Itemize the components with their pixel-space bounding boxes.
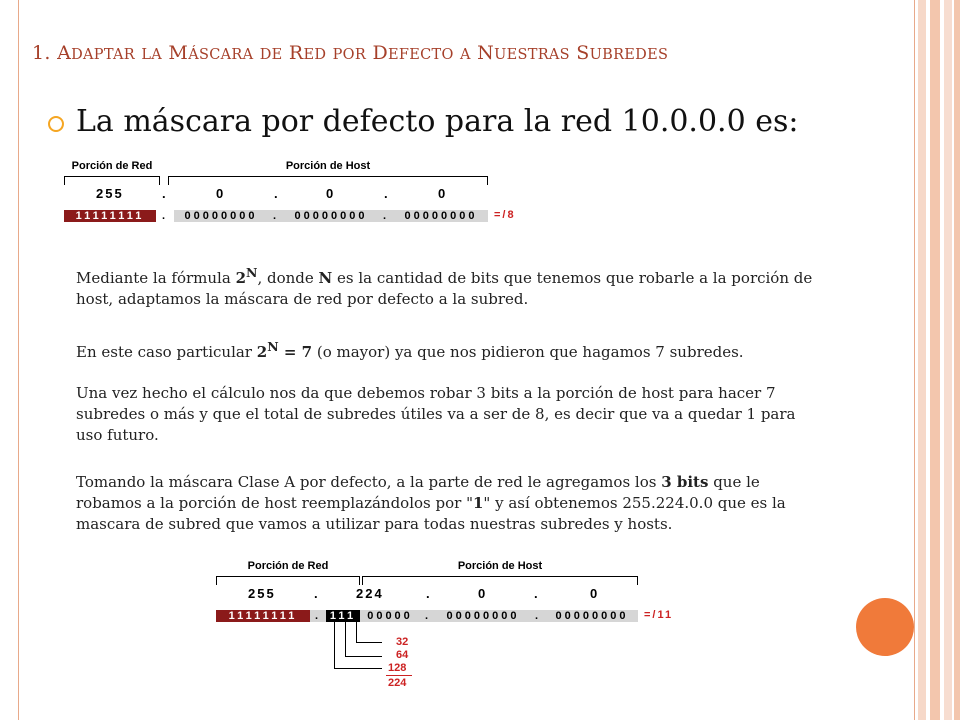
text-bold: N — [318, 269, 333, 287]
title-word-rest: ED — [303, 47, 327, 63]
title-word — [289, 42, 326, 64]
title-word-rest: A — [460, 47, 471, 63]
title-word-rest: ÁSCARA — [188, 47, 254, 63]
decorative-circle — [856, 598, 914, 656]
side-stripe — [930, 0, 940, 720]
side-stripe — [954, 0, 960, 720]
connector-line — [356, 622, 357, 642]
title-word-rest: UBREDES — [589, 47, 669, 63]
octet-dot: . — [534, 586, 540, 601]
text: En este caso particular — [76, 343, 257, 361]
header-red: Porción de Red — [71, 160, 153, 172]
octet-4: 0 — [438, 186, 448, 201]
connector-line — [334, 668, 382, 669]
binary-dot: . — [161, 210, 169, 222]
binary-host-3: 00000000 — [546, 610, 638, 622]
text: Tomando la máscara Clase A por defecto, a la parte de red le agregamos los — [76, 473, 662, 491]
octet-dot: . — [274, 186, 280, 201]
octet-2: 0 — [216, 186, 226, 201]
title-word-rest: DAPTAR — [71, 47, 136, 63]
text-sup: N — [246, 265, 258, 280]
binary-host-2: 00000000 — [284, 210, 378, 222]
bracket-host — [168, 176, 488, 177]
connector-line — [345, 656, 382, 657]
connector-line — [356, 642, 382, 643]
octet-4: 0 — [590, 586, 600, 601]
octet-dot: . — [314, 586, 320, 601]
text: (o mayor) ya que nos pidieron que hagamos 7 subredes. — [312, 343, 744, 361]
title-word-initial: N — [477, 42, 495, 64]
bracket-host — [362, 576, 638, 577]
title-word — [260, 42, 283, 64]
binary-borrowed-bits: 111 — [326, 610, 360, 622]
text-bold: 2 — [256, 343, 268, 361]
side-stripe — [944, 0, 952, 720]
bit-value-32: 32 — [396, 636, 409, 648]
title-word-rest: POR — [332, 47, 367, 63]
binary-dot: . — [420, 610, 436, 622]
title-word-rest: EFECTO — [387, 47, 454, 63]
binary-remaining-bits: 00000 — [360, 610, 420, 622]
paragraph-case — [76, 336, 816, 363]
title-word-initial: M — [168, 42, 189, 64]
text-bold: = 7 — [278, 343, 313, 361]
octet-dot: . — [384, 186, 390, 201]
title-word — [57, 42, 135, 64]
paragraph-formula — [76, 262, 816, 310]
side-stripe — [918, 0, 926, 720]
octet-1: 255 — [96, 186, 124, 201]
binary-host-2: 00000000 — [436, 610, 530, 622]
bit-value-64: 64 — [396, 649, 409, 661]
text: " y así obtenemos 255.224.0.0 que es la mascara de subred que vamos a utilizar para todas nuestras subredes y hosts. — [76, 494, 786, 533]
paragraph-calculation: Una vez hecho el cálculo nos da que debemos robar 3 bits a la porción de host para hacer 7 subredes o más y que el total de subredes útiles va a ser de 8, es decir que va a quedar 1 para uso futuro. — [76, 384, 796, 444]
bracket-red — [64, 176, 160, 177]
binary-host-3: 00000000 — [394, 210, 488, 222]
title-word — [168, 42, 253, 64]
title-word-initial: D — [372, 42, 388, 64]
title-word — [460, 42, 471, 64]
octet-2: 224 — [356, 586, 384, 601]
text: , donde — [257, 269, 319, 287]
octet-3: 0 — [326, 186, 336, 201]
frame-line — [18, 0, 19, 720]
header-red: Porción de Red — [247, 560, 329, 572]
text-bold: 2 — [235, 269, 247, 287]
bracket-red — [216, 576, 360, 577]
header-host: Porción de Host — [457, 560, 543, 572]
bullet-circle-icon — [48, 116, 64, 132]
connector-line — [345, 622, 346, 656]
text-sup: N — [267, 339, 279, 354]
binary-net-1: 11111111 — [216, 610, 310, 622]
title-word — [576, 42, 668, 64]
paragraph-subnet-mask — [76, 472, 816, 535]
frame-line — [914, 0, 915, 720]
binary-dot: . — [268, 210, 284, 222]
bit-value-128: 128 — [388, 662, 407, 674]
binary-dot: . — [310, 610, 326, 622]
title-word — [477, 42, 570, 64]
title-word — [333, 42, 366, 64]
title-word-initial: R — [288, 42, 304, 64]
bullet-text: La máscara por defecto para la red 10.0.0.0 es: — [76, 104, 799, 139]
cidr-label: =/8 — [494, 209, 516, 221]
header-host: Porción de Host — [285, 160, 371, 172]
text: que le robamos a la porción de host reemplazándolos por " — [76, 473, 760, 512]
text-bold: 1 — [472, 494, 484, 512]
binary-dot: . — [530, 610, 546, 622]
cidr-label: =/11 — [644, 609, 674, 621]
bit-value-sum-224: 224 — [388, 677, 407, 689]
text-bold: 3 bits — [661, 473, 709, 491]
binary-net-1: 11111111 — [64, 210, 156, 222]
octet-dot: . — [162, 186, 168, 201]
sum-line — [386, 675, 412, 676]
title-word-rest: UESTRAS — [494, 47, 570, 63]
text: Mediante la fórmula — [76, 269, 236, 287]
title-word — [141, 42, 162, 64]
octet-3: 0 — [478, 586, 488, 601]
binary-host-1: 00000000 — [174, 210, 268, 222]
binary-dot: . — [378, 210, 394, 222]
title-word-initial: S — [576, 42, 590, 64]
text: es la cantidad de bits que tenemos que robarle a la porción de host, adaptamos la máscara de red por defecto a la subred. — [76, 269, 813, 308]
octet-dot: . — [426, 586, 432, 601]
slide-title — [32, 42, 668, 64]
title-word — [372, 42, 453, 64]
connector-line — [334, 622, 335, 668]
title-word-initial: A — [57, 42, 72, 64]
title-word-rest: DE — [259, 47, 283, 63]
title-number: 1. — [32, 42, 51, 64]
title-words — [57, 42, 668, 64]
title-word-rest: LA — [141, 47, 163, 63]
octet-1: 255 — [248, 586, 276, 601]
